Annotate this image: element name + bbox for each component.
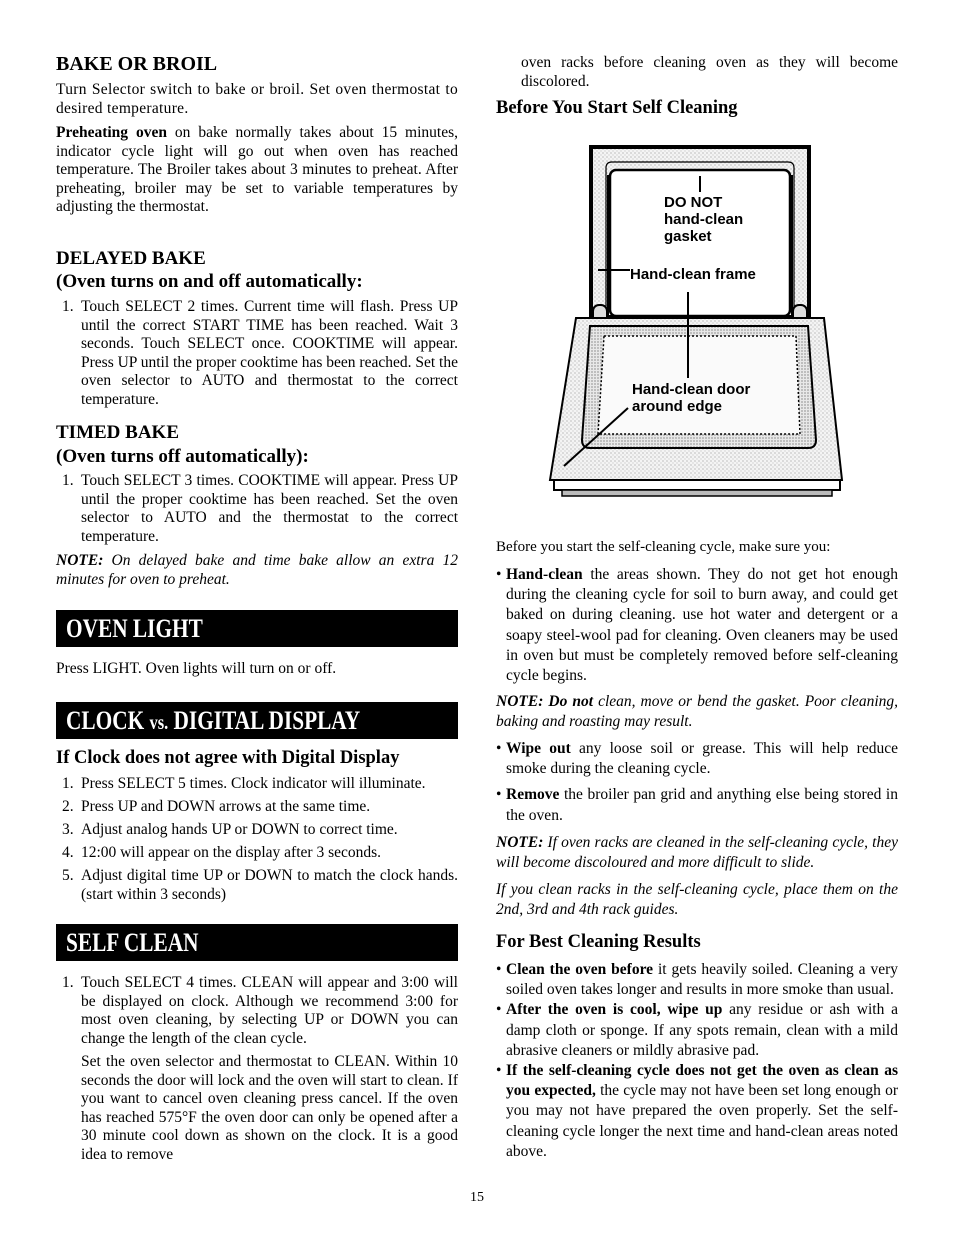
door-label-1: Hand-clean door xyxy=(632,381,751,398)
oven-door-illustration xyxy=(546,140,846,505)
bullet-bold: After the oven is cool, wipe up xyxy=(506,1001,723,1019)
list-item: 3. Adjust analog hands UP or DOWN to correct time. xyxy=(62,821,398,839)
bake-broil-heading: BAKE OR BROIL xyxy=(56,53,218,75)
list-item: 1. Touch SELECT 4 times. CLEAN will appear and 3:00 will be displayed on clock. Although we recommend 3:00 for most oven cleaning, by selecting UP or DOWN you can change the length of the clean cycle. xyxy=(62,974,458,1047)
preheating-bold: Preheating oven xyxy=(56,124,167,141)
self-clean-steps xyxy=(56,974,458,1048)
bullet-text: the areas shown. They do not get hot enough during the cleaning cycle for soil to burn away, and could get baked on during cleaning. use hot water and detergent or a soapy steel-wool pad for cleaning. Oven cleaners may be used in oven but must be completely removed before self-cleaning cycle begins. xyxy=(506,566,898,685)
clock-title-rest: DIGITAL DISPLAY xyxy=(168,706,361,735)
delayed-bake-heading: DELAYED BAKE xyxy=(56,248,206,269)
oven-light-text: Press LIGHT. Oven lights will turn on or off. xyxy=(56,660,337,677)
delayed-bake-subheading: (Oven turns on and off automatically: xyxy=(56,271,363,292)
list-item: 4. 12:00 will appear on the display after 3 seconds. xyxy=(62,844,382,862)
clock-subheading: If Clock does not agree with Digital Display xyxy=(56,748,400,768)
oven-light-band xyxy=(56,610,458,647)
bullet-bold: If the self-cleaning cycle does not get the oven as clean as you expected, xyxy=(506,1062,898,1100)
frame-label: Hand-clean frame xyxy=(630,266,756,283)
bullet-text: it gets heavily soiled. Cleaning a very soiled oven takes longer and results in more smoke than usual. xyxy=(506,961,899,999)
delayed-bake-step-1: Touch SELECT 2 times. Current time will flash. Press UP until the correct START TIME has been reached. Wait 3 seconds. Touch SELECT once. COOKTIME will appear. Press UP until the proper cooktime has been reached. Set the oven selector to AUTO and thermostat to the correct temperature. xyxy=(81,298,458,408)
list-item: 5. Adjust digital time UP or DOWN to match the clock hands. (start within 3 seconds) xyxy=(62,867,458,903)
clock-step-5: Adjust digital time UP or DOWN to match the clock hands. (start within 3 seconds) xyxy=(81,867,458,903)
bullet-text: the broiler pan grid and anything else being stored in the oven. xyxy=(506,786,898,824)
list-item: • Hand-clean the areas shown. They do not get hot enough during the cleaning cycle for soil to burn away, and could get baked on during cleaning. use hot water and detergent or a soapy steel-wool pad for cleaning. Oven cleaners may be used in oven but must be completely removed before self-cleaning cycle begins. xyxy=(496,566,898,685)
clock-steps xyxy=(56,775,458,905)
preheating-text: on bake normally takes about 15 minutes, indicator cycle light will go out when oven has reached temperature. The Broiler takes about 3 minutes to preheat. After preheating, broiler may be set to variable temperatures by adjusting the thermostat. xyxy=(56,124,458,216)
best-results-heading: For Best Cleaning Results xyxy=(496,932,701,952)
bullet-bold: Remove xyxy=(506,786,560,804)
bullet-text: any residue or ash with a damp cloth or sponge. If any spots remain, clean with a mild abrasive cleaners or mildly abrasive pad. xyxy=(506,1001,898,1059)
list-item: 2. Press UP and DOWN arrows at the same time. xyxy=(62,798,371,816)
clock-title xyxy=(66,702,360,742)
rack-guides-note: If you clean racks in the self-cleaning cycle, place them on the 2nd, 3rd and 4th rack guides. xyxy=(496,881,898,919)
list-item: • If the self-cleaning cycle does not get the oven as clean as you expected, the cycle may not have been set long enough or you may not have prepared the oven properly. Set the self-cleaning cycle longer the next time and hand-clean areas noted above. xyxy=(496,1062,898,1160)
self-clean-step-1-continued: Set the oven selector and thermostat to CLEAN. Within 10 seconds the door will lock and the oven will start to clean. If you want to cancel oven cleaning press cancel. If the oven has reached 575°F the oven door can only be opened after a 30 minute cool down as shown on the clock. It is a good idea to remove xyxy=(81,1053,458,1163)
timed-bake-step-1: Touch SELECT 3 times. COOKTIME will appear. Press UP until the proper cooktime has been reached. Set the oven selector to AUTO and the thermostat to the correct temperature. xyxy=(81,472,458,545)
note-text: clean, move or bend the gasket. Poor cleaning, baking and roasting may result. xyxy=(496,693,898,731)
list-item: • Wipe out any loose soil or grease. This will help reduce smoke during the cleaning cycle. xyxy=(496,740,898,778)
list-item: 1. Touch SELECT 3 times. COOKTIME will appear. Press UP until the proper cooktime has been reached. Set the oven selector to AUTO and the thermostat to the correct temperature. xyxy=(62,472,458,545)
clock-step-2: Press UP and DOWN arrows at the same time. xyxy=(81,798,371,816)
clock-step-1: Press SELECT 5 times. Clock indicator will illuminate. xyxy=(81,775,426,792)
timed-bake-steps xyxy=(56,472,458,546)
bake-broil-paragraph: Turn Selector switch to bake or broil. Set oven thermostat to desired temperature. xyxy=(56,81,458,117)
bullet-bold: Hand-clean xyxy=(506,566,583,583)
list-item: • Remove the broiler pan grid and anything else being stored in the oven. xyxy=(496,786,898,824)
clock-step-3: Adjust analog hands UP or DOWN to correct time. xyxy=(81,821,398,839)
preheating-paragraph xyxy=(56,124,458,217)
note-text: If oven racks are cleaned in the self-cleaning cycle, they will become discoloured and more difficult to slide. xyxy=(496,834,898,872)
note-label: NOTE: xyxy=(496,834,544,851)
before-cleaning-intro: Before you start the self-cleaning cycle, make sure you: xyxy=(496,539,831,555)
list-item: • Clean the oven before it gets heavily soiled. Cleaning a very soiled oven takes longer and results in more smoke than usual. xyxy=(496,961,899,999)
bullet-bold: Wipe out xyxy=(506,740,571,757)
timed-bake-subheading: (Oven turns off automatically): xyxy=(56,446,309,467)
timed-bake-note xyxy=(56,552,458,589)
delayed-bake-steps xyxy=(56,298,458,410)
self-clean-step-1: Touch SELECT 4 times. CLEAN will appear and 3:00 will be displayed on clock. Although we recommend 3:00 for most oven cleaning, by selecting UP or DOWN you can change the length of the clean cycle. xyxy=(81,974,458,1047)
best-results-list xyxy=(496,960,898,1162)
note-label: NOTE: xyxy=(56,552,104,569)
before-cleaning-heading: Before You Start Self Cleaning xyxy=(496,98,738,118)
clock-band xyxy=(56,702,458,739)
timed-bake-heading: TIMED BAKE xyxy=(56,422,179,443)
gasket-note xyxy=(496,692,898,732)
racks-note xyxy=(496,833,898,873)
bullet-text: any loose soil or grease. This will help reduce smoke during the cleaning cycle. xyxy=(506,740,898,778)
door-label-2: around edge xyxy=(632,398,723,415)
self-clean-band xyxy=(56,924,458,961)
before-cleaning-list-1 xyxy=(496,565,898,686)
self-clean-continued-text: oven racks before cleaning oven as they will become discolored. xyxy=(521,54,898,90)
clock-title-vs: vs. xyxy=(149,712,169,734)
list-item: 1. Press SELECT 5 times. Clock indicator will illuminate. xyxy=(62,775,426,792)
bullet-text: the cycle may not have been set long enough or you may not have prepared the oven properly. Set the self-cleaning cycle longer the next time and hand-clean areas noted above. xyxy=(506,1082,898,1160)
clock-step-4: 12:00 will appear on the display after 3 seconds. xyxy=(81,844,382,862)
gasket-label-3: gasket xyxy=(664,228,712,245)
page-number: 15 xyxy=(470,1190,484,1205)
note-label: NOTE: Do not xyxy=(496,693,594,710)
before-cleaning-list-2 xyxy=(496,739,898,826)
bullet-bold: Clean the oven before xyxy=(506,961,654,978)
list-item: • After the oven is cool, wipe up any residue or ash with a damp cloth or sponge. If any spots remain, clean with a mild abrasive cleaners or mildly abrasive pad. xyxy=(496,1001,898,1059)
gasket-label-2: hand-clean xyxy=(664,211,744,228)
list-item: 1. Touch SELECT 2 times. Current time will flash. Press UP until the correct START TIME has been reached. Wait 3 seconds. Touch SELECT once. COOKTIME will appear. Press UP until the proper cooktime has been reached. Set the oven selector to AUTO and thermostat to the correct temperature. xyxy=(62,298,458,408)
note-text: On delayed bake and time bake allow an extra 12 minutes for oven to preheat. xyxy=(56,552,458,588)
self-clean-title: SELF CLEAN xyxy=(66,928,199,957)
clock-title-main: CLOCK xyxy=(66,706,150,735)
gasket-label-1: DO NOT xyxy=(664,194,723,211)
oven-light-title: OVEN LIGHT xyxy=(66,614,203,643)
